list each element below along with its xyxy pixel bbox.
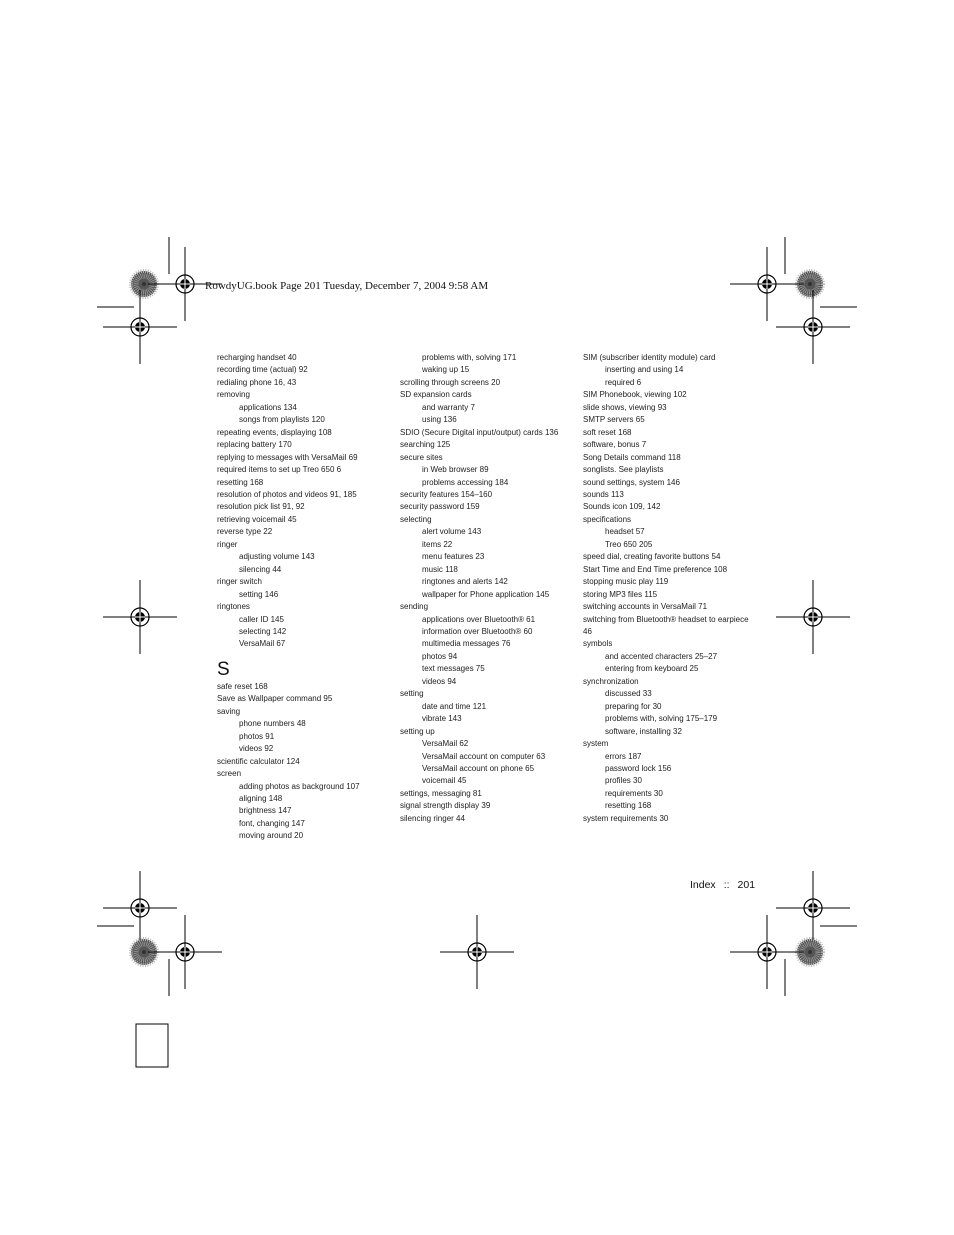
index-entry: sound settings, system 146 [583, 477, 680, 487]
crosshair-top-right [730, 247, 804, 321]
index-entry: specifications [583, 514, 632, 524]
index-entry: setting [400, 689, 424, 699]
index-entry: software, bonus 7 [583, 440, 647, 450]
index-subentry: selecting 142 [239, 626, 287, 636]
index-subentry: problems with, solving 171 [422, 353, 517, 362]
crosshair-right-upper [776, 290, 850, 364]
index-subentry: phone numbers 48 [239, 719, 306, 729]
index-entry: reverse type 22 [217, 527, 273, 537]
index-subentry: vibrate 143 [422, 714, 462, 724]
index-subentry: silencing 44 [239, 564, 282, 574]
index-entry: SIM (subscriber identity module) card [583, 353, 716, 362]
index-subentry: headset 57 [605, 527, 645, 537]
index-entry: switching from Bluetooth® headset to earpiece [583, 614, 749, 624]
index-subentry: videos 94 [422, 676, 457, 686]
crosshair-bottom-center [440, 915, 514, 989]
index-subentry: date and time 121 [422, 701, 487, 711]
index-entry: 46 [583, 626, 592, 636]
index-entry: searching 125 [400, 440, 451, 450]
index-entry: setting up [400, 726, 435, 736]
index-entry: Sounds icon 109, 142 [583, 502, 661, 512]
index-entry: removing [217, 390, 250, 400]
index-subentry: applications 134 [239, 402, 297, 412]
index-entry: Save as Wallpaper command 95 [217, 694, 333, 704]
index-entry: signal strength display 39 [400, 801, 491, 811]
index-subentry: setting 146 [239, 589, 279, 599]
index-entry: system requirements 30 [583, 813, 669, 823]
index-subentry: moving around 20 [239, 831, 304, 841]
index-subentry: adding photos as background 107 [239, 781, 360, 791]
index-entry: recording time (actual) 92 [217, 365, 308, 375]
index-subentry: applications over Bluetooth® 61 [422, 614, 536, 624]
index-subentry: password lock 156 [605, 763, 672, 773]
index-entry: retrieving voicemail 45 [217, 514, 297, 524]
footer-separator: :: [723, 879, 730, 891]
index-subentry: font, changing 147 [239, 818, 305, 828]
index-subentry: music 118 [422, 564, 458, 574]
index-subentry: songs from playlists 120 [239, 415, 325, 425]
index-entry: speed dial, creating favorite buttons 54 [583, 552, 721, 562]
index-entry: required items to set up Treo 650 6 [217, 465, 342, 475]
index-subentry: photos 91 [239, 731, 275, 741]
index-subentry: requirements 30 [605, 788, 663, 798]
index-entry: songlists. See playlists [583, 465, 664, 475]
crosshair-left-upper [103, 290, 177, 364]
index-subentry: multimedia messages 76 [422, 639, 511, 649]
index-entry: ringer switch [217, 577, 262, 587]
index-subentry: items 22 [422, 539, 453, 549]
crosshair-bottom-right [730, 915, 804, 989]
crosshair-right-lower [776, 871, 850, 945]
index-subentry: menu features 23 [422, 552, 485, 562]
index-column-1 [217, 352, 395, 843]
index-subentry: and warranty 7 [422, 402, 475, 412]
index-subentry: VersaMail account on computer 63 [422, 751, 546, 761]
page-footer [690, 879, 755, 891]
index-subentry: text messages 75 [422, 664, 485, 674]
index-entry: scientific calculator 124 [217, 756, 300, 766]
index-entry: recharging handset 40 [217, 353, 297, 362]
index-entry: Start Time and End Time preference 108 [583, 564, 728, 574]
crosshair-left-lower [103, 871, 177, 945]
index-column-2 [400, 352, 578, 825]
index-column-3 [583, 352, 761, 825]
index-entry: security password 159 [400, 502, 480, 512]
index-subentry: preparing for 30 [605, 701, 662, 711]
index-entry: selecting [400, 514, 432, 524]
index-subentry: photos 94 [422, 651, 458, 661]
index-entry: settings, messaging 81 [400, 788, 482, 798]
index-subentry: in Web browser 89 [422, 465, 489, 475]
index-entry: ringtones [217, 602, 250, 612]
index-subentry: using 136 [422, 415, 457, 425]
index-subentry: inserting and using 14 [605, 365, 684, 375]
index-entry: repeating events, displaying 108 [217, 427, 332, 437]
color-bar-box [136, 1024, 168, 1067]
index-entry: soft reset 168 [583, 427, 632, 437]
index-subentry: ringtones and alerts 142 [422, 577, 508, 587]
index-entry: resolution pick list 91, 92 [217, 502, 305, 512]
index-subentry: aligning 148 [239, 793, 283, 803]
index-entry: switching accounts in VersaMail 71 [583, 602, 708, 612]
index-entry: safe reset 168 [217, 681, 268, 691]
index-entry: storing MP3 files 115 [583, 589, 658, 599]
index-subentry: information over Bluetooth® 60 [422, 626, 533, 636]
index-entry: symbols [583, 639, 613, 649]
index-subentry: VersaMail account on phone 65 [422, 763, 535, 773]
index-subentry: and accented characters 25–27 [605, 651, 718, 661]
section-letter: S [217, 658, 230, 680]
index-entry: resolution of photos and videos 91, 185 [217, 489, 357, 499]
index-subentry: required 6 [605, 377, 642, 387]
page-number: 201 [737, 879, 756, 891]
index-subentry: errors 187 [605, 751, 642, 761]
index-subentry: profiles 30 [605, 776, 642, 786]
index-subentry: software, installing 32 [605, 726, 682, 736]
index-subentry: VersaMail 62 [422, 739, 469, 749]
crosshair-bottom-left [148, 915, 222, 989]
index-entry: security features 154–160 [400, 489, 493, 499]
index-entry: saving [217, 706, 241, 716]
index-subentry: problems with, solving 175–179 [605, 714, 718, 724]
index-entry: SMTP servers 65 [583, 415, 645, 425]
index-entry: screen [217, 769, 242, 779]
index-entry: redialing phone 16, 43 [217, 377, 297, 387]
index-subentry: resetting 168 [605, 801, 652, 811]
index-subentry: Treo 650 205 [605, 539, 653, 549]
crosshair-right-middle [776, 580, 850, 654]
index-subentry: discussed 33 [605, 689, 652, 699]
footer-section: Index [690, 879, 716, 891]
index-entry: resetting 168 [217, 477, 264, 487]
index-entry: SIM Phonebook, viewing 102 [583, 390, 687, 400]
index-entry: replacing battery 170 [217, 440, 292, 450]
index-subentry: brightness 147 [239, 806, 292, 816]
index-subentry: adjusting volume 143 [239, 552, 315, 562]
index-entry: sounds 113 [583, 489, 624, 499]
index-entry: SD expansion cards [400, 390, 472, 400]
print-header: RowdyUG.book Page 201 Tuesday, December 7, 2004 9:58 AM [205, 280, 489, 292]
index-subentry: VersaMail 67 [239, 639, 286, 649]
index-entry: scrolling through screens 20 [400, 377, 501, 387]
index-entry: system [583, 739, 609, 749]
index-subentry: waking up 15 [422, 365, 470, 375]
index-entry: Song Details command 118 [583, 452, 681, 462]
index-entry: SDIO (Secure Digital input/output) cards 136 [400, 427, 559, 437]
index-subentry: problems accessing 184 [422, 477, 509, 487]
index-subentry: videos 92 [239, 744, 274, 754]
index-entry: slide shows, viewing 93 [583, 402, 667, 412]
index-subentry: voicemail 45 [422, 776, 467, 786]
index-subentry: caller ID 145 [239, 614, 284, 624]
index-entry: replying to messages with VersaMail 69 [217, 452, 358, 462]
index-entry: secure sites [400, 452, 443, 462]
index-entry: synchronization [583, 676, 639, 686]
index-subentry: alert volume 143 [422, 527, 482, 537]
index-entry: stopping music play 119 [583, 577, 669, 587]
index-entry: sending [400, 602, 429, 612]
index-entry: silencing ringer 44 [400, 813, 465, 823]
crosshair-left-middle [103, 580, 177, 654]
index-subentry: wallpaper for Phone application 145 [422, 589, 550, 599]
index-subentry: entering from keyboard 25 [605, 664, 699, 674]
index-entry: ringer [217, 539, 238, 549]
